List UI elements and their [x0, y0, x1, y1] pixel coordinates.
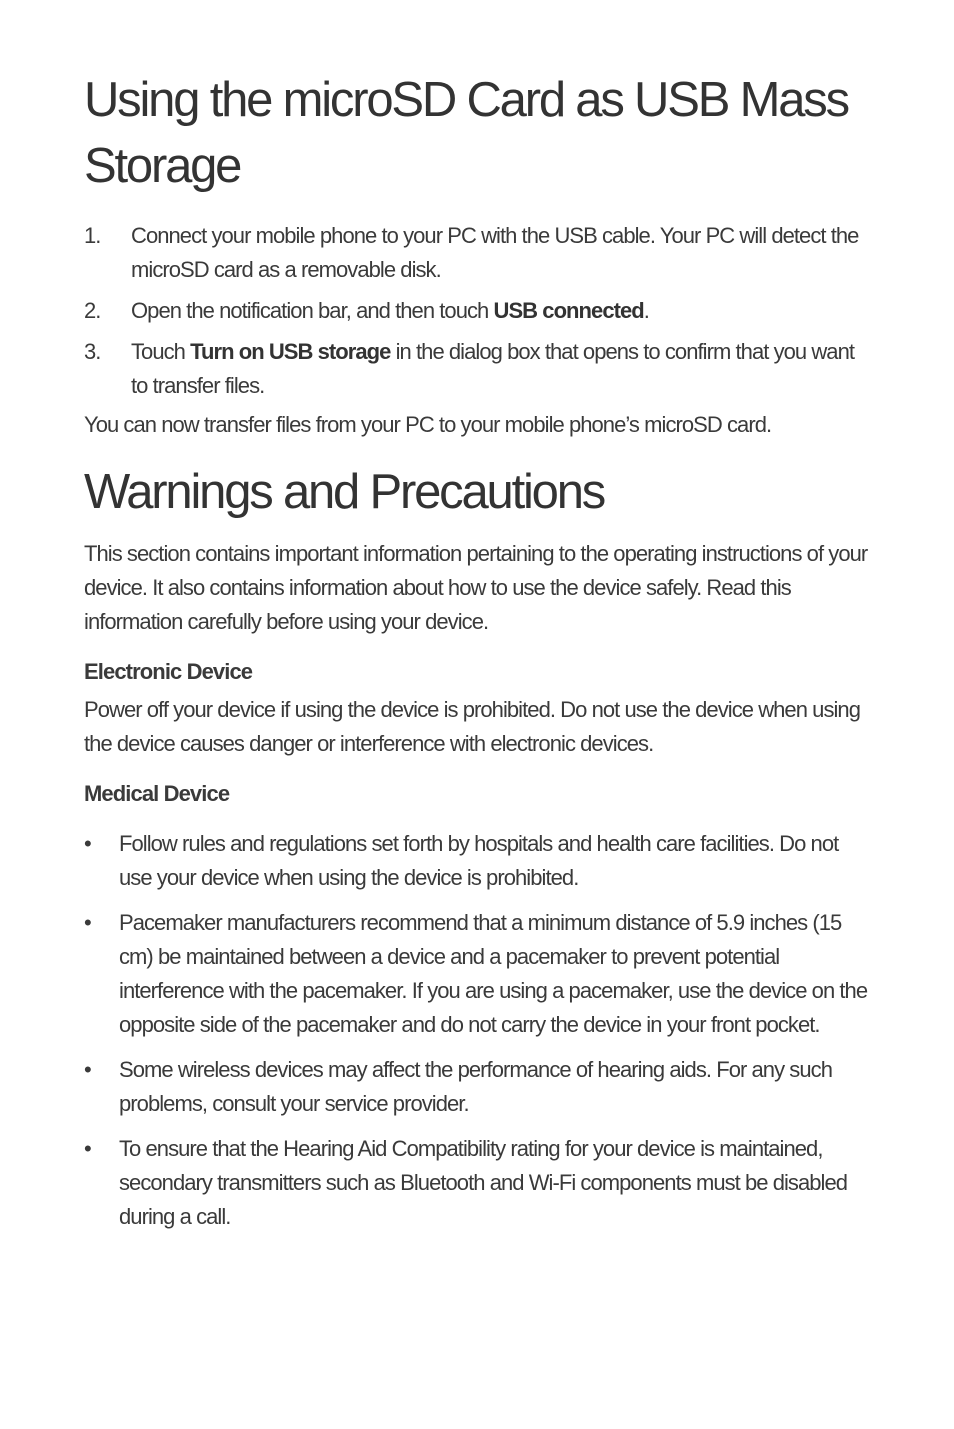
section-title-usb-mass-storage: Using the microSD Card as USB Mass Storage	[84, 73, 848, 193]
step-keyword-usb-connected: USB connected	[493, 298, 644, 323]
bullet-icon: •	[84, 910, 91, 935]
intro-paragraph: This section contains important information pertaining to the operating instructions of your device. It also contains information about how to use the device safely. Read this information carefully before using your device.	[84, 541, 868, 634]
bullet-icon: •	[84, 1057, 91, 1082]
step-item	[84, 219, 874, 287]
electronic-device-paragraph: Power off your device if using the device is prohibited. Do not use the device when using the device causes danger or interference with electronic devices.	[84, 697, 860, 756]
bullet-icon: •	[84, 1136, 91, 1161]
step-keyword-turn-on-usb-storage: Turn on USB storage	[190, 339, 391, 364]
step-item	[84, 335, 874, 403]
step-text-post: .	[643, 298, 649, 323]
step-number: 3.	[84, 339, 101, 364]
step-number: 2.	[84, 298, 101, 323]
list-item-text: Some wireless devices may affect the performance of hearing aids. For any such problems, consult your service provider.	[119, 1057, 832, 1116]
medical-device-list	[84, 827, 874, 1245]
step-number: 1.	[84, 223, 101, 248]
step-text-post: in the dialog box that opens to confirm that you want to transfer files.	[131, 339, 855, 398]
section-title-warnings: Warnings and Precautions	[84, 465, 605, 519]
list-item	[84, 1132, 874, 1234]
step-text-pre: Touch	[131, 339, 191, 364]
step-text: Connect your mobile phone to your PC with the USB cable. Your PC will detect the microSD card as a removable disk.	[131, 223, 859, 282]
list-item	[84, 906, 874, 1042]
step-item	[84, 294, 874, 328]
steps-list	[84, 219, 874, 410]
list-item	[84, 827, 874, 895]
list-item-text: Follow rules and regulations set forth by hospitals and health care facilities. Do not use your device when using the device is prohibited.	[119, 831, 839, 890]
bullet-icon: •	[84, 831, 91, 856]
subheading-medical-device: Medical Device	[84, 781, 230, 806]
closing-paragraph: You can now transfer files from your PC to your mobile phone’s microSD card.	[84, 412, 772, 437]
list-item	[84, 1053, 874, 1121]
list-item-text: Pacemaker manufacturers recommend that a minimum distance of 5.9 inches (15 cm) be maintained between a device and a pacemaker to prevent potential interference with the pacemaker. If you are using a pacemaker, use the device on the opposite side of the pacemaker and do not carry the device in your front pocket.	[119, 910, 868, 1037]
list-item-text: To ensure that the Hearing Aid Compatibility rating for your device is maintained, secondary transmitters such as Bluetooth and Wi-Fi components must be disabled during a call.	[119, 1136, 848, 1229]
subheading-electronic-device: Electronic Device	[84, 659, 253, 684]
step-text-pre: Open the notification bar, and then touch	[131, 298, 494, 323]
